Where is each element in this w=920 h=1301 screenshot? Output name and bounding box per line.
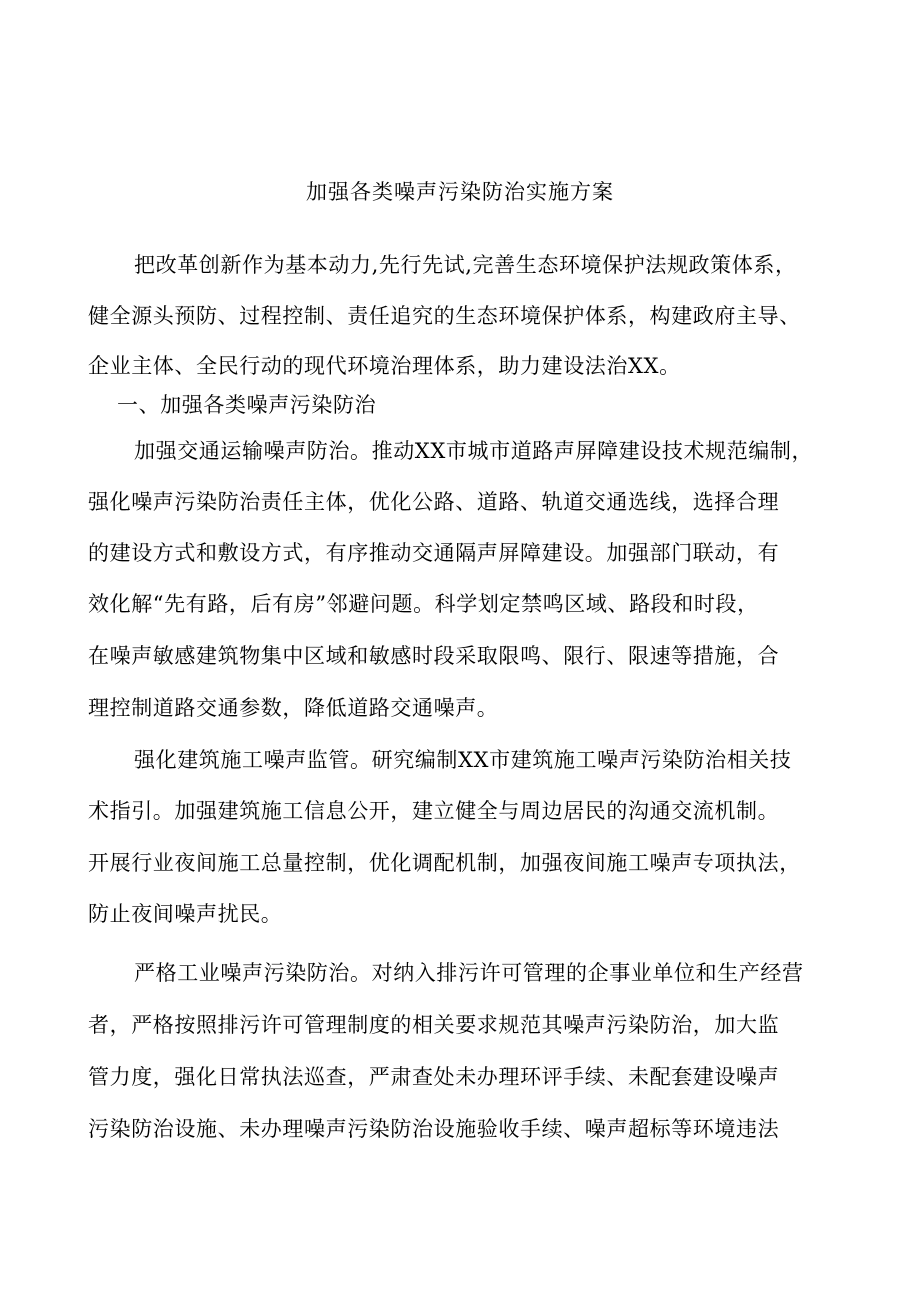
paragraph-3-line-2: 者，严格按照排污许可管理制度的相关要求规范其噪声污染防治，加大监	[88, 1013, 780, 1037]
paragraph-3-line-1: 严格工业噪声污染防治。对纳入排污许可管理的企事业单位和生产经营	[134, 961, 804, 985]
paragraph-1-line-6: 理控制道路交通参数，降低道路交通噪声。	[88, 696, 499, 720]
section-heading: 一、加强各类噪声污染防治	[117, 393, 377, 417]
paragraph-3-line-4: 污染防治设施、未办理噪声污染防治设施验收手续、噪声超标等环境违法	[88, 1117, 780, 1141]
intro-line-3: 企业主体、全民行动的现代环境治理体系，助力建设法治XX。	[88, 354, 681, 378]
document-title: 加强各类噪声污染防治实施方案	[306, 180, 614, 204]
paragraph-2-line-1: 强化建筑施工噪声监管。研究编制XX市建筑施工噪声污染防治相关技	[134, 748, 792, 772]
paragraph-1-line-4: 效化解“先有路，后有房”邻避问题。科学划定禁鸣区域、路段和时段，	[88, 592, 759, 616]
paragraph-2-line-2: 术指引。加强建筑施工信息公开，建立健全与周边居民的沟通交流机制。	[88, 799, 780, 823]
paragraph-1-line-5: 在噪声敏感建筑物集中区域和敏感时段采取限鸣、限行、限速等措施，合	[88, 644, 780, 668]
paragraph-2-line-3: 开展行业夜间施工总量控制，优化调配机制，加强夜间施工噪声专项执法，	[88, 851, 801, 875]
paragraph-1-line-1: 加强交通运输噪声防治。推动XX市城市道路声屏障建设技术规范编制，	[134, 439, 814, 463]
paragraph-2-line-4: 防止夜间噪声扰民。	[88, 902, 283, 926]
intro-line-2: 健全源头预防、过程控制、责任追究的生态环境保护体系，构建政府主导、	[88, 304, 801, 328]
paragraph-3-line-3: 管力度，强化日常执法巡查，严肃查处未办理环评手续、未配套建设噪声	[88, 1065, 780, 1089]
paragraph-1-line-2: 强化噪声污染防治责任主体，优化公路、道路、轨道交通选线，选择合理	[88, 490, 780, 514]
intro-line-1: 把改革创新作为基本动力,先行先试,完善生态环境保护法规政策体系，	[134, 253, 797, 277]
paragraph-1-line-3: 的建设方式和敷设方式，有序推动交通隔声屏障建设。加强部门联动，有	[88, 541, 780, 565]
